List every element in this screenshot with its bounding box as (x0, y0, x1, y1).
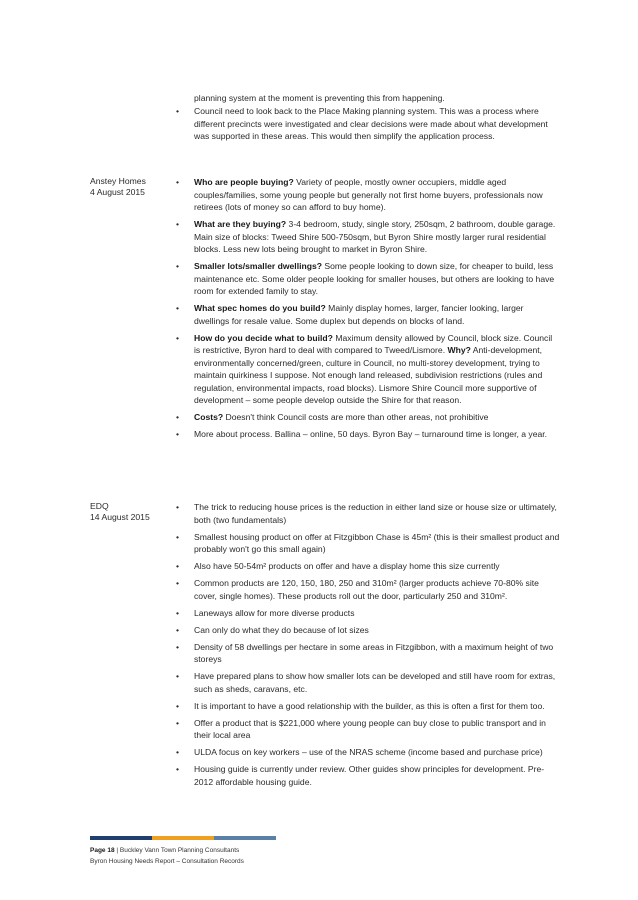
list-item (176, 302, 560, 327)
continued-text: planning system at the moment is preventing this from happening. (194, 93, 445, 103)
item-text: Also have 50-54m² products on offer and have a display home this size currently (194, 561, 500, 571)
footer-document-title: Byron Housing Needs Report – Consultation Records (90, 858, 244, 865)
list-item (176, 176, 560, 214)
item-text: Maximum density allowed by Council, block size. Council is restrictive, Byron hard to deal with compared to Tweed/Lismore. (194, 332, 553, 355)
item-text: The trick to reducing house prices is the reduction in either land size or house size or ultimately, both (two fundamentals) (194, 502, 557, 525)
list-item (176, 428, 560, 441)
consultee-name: Anstey Homes (90, 176, 146, 186)
question-label: Who are people buying? (194, 177, 294, 187)
item-text: Housing guide is currently under review. Other guides show principles for development. Pre-2012 affordable housing guide. (194, 764, 545, 787)
bullet-icon: • (176, 219, 180, 229)
list-item (176, 607, 560, 620)
list-item (176, 641, 560, 666)
footer-bar-segment (152, 836, 214, 840)
bullet-icon: • (176, 303, 180, 313)
question-label: What spec homes do you build? (194, 303, 326, 313)
item-text: Smallest housing product on offer at Fitzgibbon Chase is 45m² (this is their smallest product and probably won't go this small again) (194, 531, 560, 554)
bullet-icon: • (176, 717, 180, 728)
list-item (176, 763, 560, 788)
bullet-icon: • (176, 177, 180, 187)
list-item (176, 670, 560, 695)
question-label: What are they buying? (194, 219, 287, 229)
consultation-entry-anstey-homes (90, 176, 560, 496)
list-item (176, 501, 560, 526)
item-text: Offer a product that is $221,000 where young people can buy close to public transport and in their local area (194, 717, 546, 740)
list-item (176, 218, 560, 256)
item-text: Have prepared plans to show how smaller lots can be developed and still have room for extras, such as sheds, caravans, etc. (194, 671, 556, 694)
page-footer (90, 845, 244, 867)
consultation-date: 4 August 2015 (90, 187, 145, 197)
list-item (176, 577, 560, 602)
list-item (176, 411, 560, 424)
consultation-notes (176, 176, 560, 445)
item-text: ULDA focus on key workers – use of the NRAS scheme (income based and purchase price) (194, 747, 543, 757)
list-item (176, 531, 560, 556)
bullet-icon: • (176, 747, 180, 757)
consultee-name: EDQ (90, 501, 109, 511)
list-item (176, 746, 560, 759)
item-text: Doesn't think Council costs are more than other areas, not prohibitive (223, 412, 489, 422)
footer-bar-segment (90, 836, 152, 840)
consultation-entry-edq (90, 501, 560, 811)
question-label: Costs? (194, 412, 224, 422)
question-label: Why? (447, 345, 471, 355)
list-item (176, 560, 560, 573)
bullet-icon: • (176, 261, 180, 271)
bullet-icon: • (176, 607, 180, 618)
list-item (176, 260, 560, 298)
consultation-date: 14 August 2015 (90, 512, 150, 522)
consultee-block (90, 501, 170, 523)
page-number: Page 18 (90, 847, 115, 854)
bullet-icon: • (176, 764, 180, 774)
continued-list (176, 105, 556, 143)
item-text: Council need to look back to the Place Making planning system. This was a process where different precincts were investigated and clear decisions were made about what development was supported in these areas. This would then simplify the application process. (194, 106, 548, 141)
bullet-icon: • (176, 332, 180, 343)
footer-bar-segment (214, 836, 276, 840)
item-text: Mainly display homes, larger, fancier looking, larger dwellings for resale value. Some duplex but depends on blocks of land. (194, 303, 524, 326)
bullet-icon: • (176, 429, 180, 439)
list-item (176, 105, 556, 143)
consultation-notes (176, 501, 560, 793)
bullet-icon: • (176, 412, 180, 422)
bullet-icon: • (176, 106, 180, 116)
list-item (176, 332, 560, 407)
footer-separator: | (114, 847, 120, 854)
consultee-block (90, 176, 170, 198)
bullet-icon: • (176, 502, 180, 512)
question-label: Smaller lots/smaller dwellings? (194, 261, 322, 271)
item-text: Variety of people, mostly owner occupiers, middle aged couples/families, some young people but generally not first home buyers, professionals now retirees (lots of money so can afford to buy home). (194, 177, 543, 212)
bullet-icon: • (176, 700, 180, 711)
continued-section (176, 92, 556, 147)
item-text: Anti-development, environmentally concerned/green, culture in Council, no multi-storey development, trying to maintain quirkiness I suppose. Not enough land released, subdivision restrictions (rules and regulation, environmental impacts, road blocks). Lismore Shire Council more supportive of development – some people develop outside the Shire for that reason. (194, 345, 543, 405)
footer-line-1 (90, 845, 244, 856)
item-text: Common products are 120, 150, 180, 250 and 310m² (larger products achieve 70-80% site cover, single homes). These products roll out the door, particularly 250 and 310m². (194, 578, 539, 601)
item-text: It is important to have a good relationship with the builder, as this is often a first for them too. (194, 700, 545, 711)
item-text: 3-4 bedroom, study, single story, 250sqm, 2 bathroom, double garage. Main size of blocks: Tweed Shire 500-750sqm, but Byron Shire mostly larger rural residential blocks. Less new lots being brought to market in Byron Shire. (194, 219, 556, 254)
footer-color-bar (90, 836, 276, 840)
list-item (176, 717, 560, 742)
item-text: Can only do what they do because of lot sizes (194, 624, 369, 635)
list-item (176, 700, 560, 713)
item-text: Density of 58 dwellings per hectare in some areas in Fitzgibbon, with a maximum height of two storeys (194, 641, 554, 664)
bullet-icon: • (176, 624, 180, 635)
bullet-icon: • (176, 671, 180, 681)
bullet-icon: • (176, 641, 180, 652)
list-item (176, 624, 560, 637)
footer-company: Buckley Vann Town Planning Consultants (119, 847, 240, 854)
item-text: Laneways allow for more diverse products (194, 607, 355, 618)
question-label: How do you decide what to build? (194, 332, 333, 343)
item-text: More about process. Ballina – online, 50 days. Byron Bay – turnaround time is longer, a year. (194, 429, 548, 439)
bullet-icon: • (176, 578, 180, 588)
item-text: Some people looking to down size, for cheaper to build, less maintenance etc. Some older people looking for smaller houses, but others are looking to have room for extended family to stay. (194, 261, 555, 296)
bullet-icon: • (176, 531, 180, 542)
bullet-icon: • (176, 561, 180, 571)
